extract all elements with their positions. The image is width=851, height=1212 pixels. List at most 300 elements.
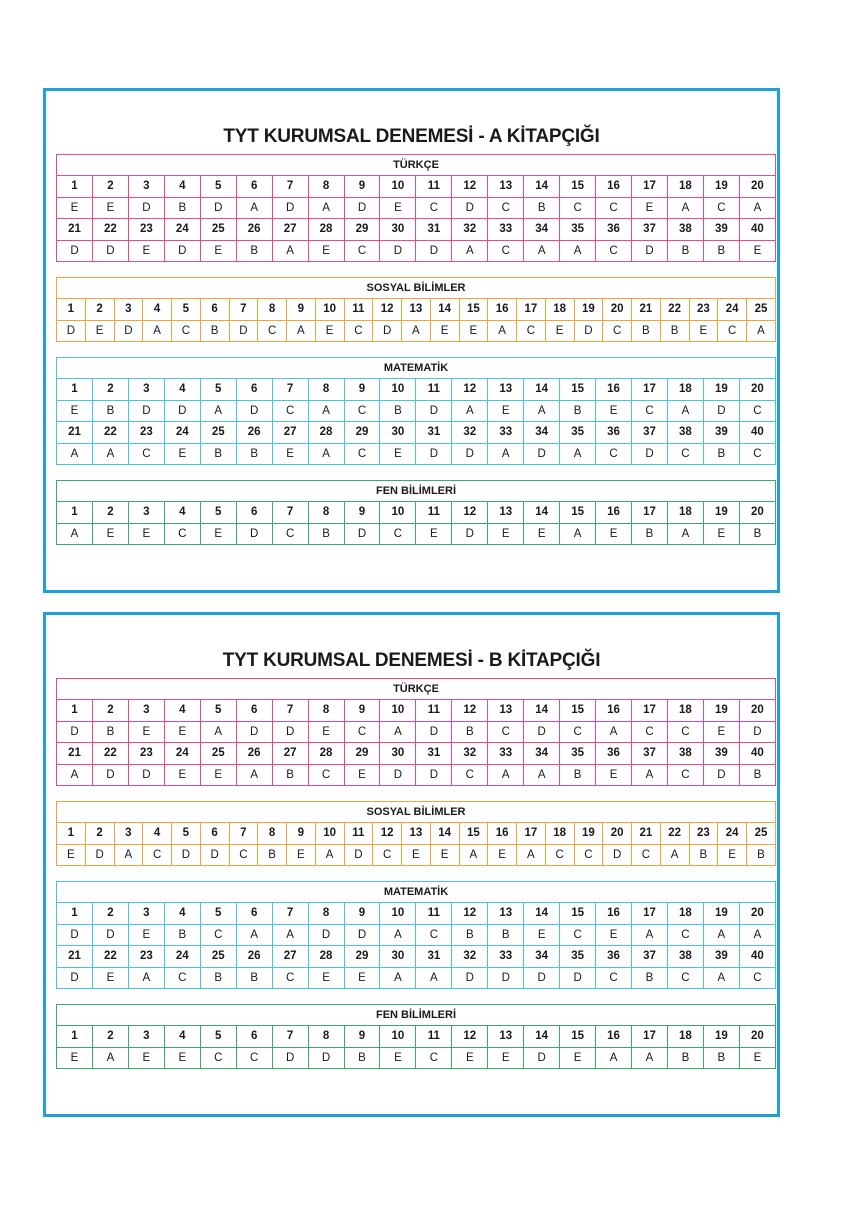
answer-cell: D — [57, 721, 93, 743]
question-number: 9 — [344, 1026, 380, 1048]
answer-cell: D — [200, 844, 229, 866]
answer-cell: E — [632, 197, 668, 219]
question-number: 16 — [596, 379, 632, 401]
answer-cell: D — [92, 924, 128, 946]
question-number: 15 — [560, 903, 596, 925]
answer-cell: A — [452, 400, 488, 422]
answer-cell: E — [85, 320, 114, 342]
question-number: 19 — [703, 502, 739, 524]
question-number: 5 — [200, 379, 236, 401]
section-heading: TÜRKÇE — [57, 155, 776, 176]
question-number: 4 — [143, 299, 172, 321]
answer-cell: C — [517, 320, 546, 342]
answer-cell: C — [603, 320, 632, 342]
question-number: 26 — [236, 219, 272, 241]
section-heading: FEN BİLİMLERİ — [57, 1005, 776, 1026]
question-number: 35 — [560, 743, 596, 765]
answer-cell: E — [380, 1047, 416, 1069]
answer-cell: E — [272, 443, 308, 465]
answer-cell: C — [667, 924, 703, 946]
answer-cell: D — [57, 924, 93, 946]
answer-cell: A — [272, 924, 308, 946]
answer-cell: D — [57, 320, 86, 342]
answer-cell: D — [344, 924, 380, 946]
question-number: 25 — [200, 422, 236, 444]
fen-answer-table — [56, 1004, 776, 1069]
question-number: 1 — [57, 379, 93, 401]
answer-cell: D — [229, 320, 258, 342]
question-number: 17 — [632, 176, 668, 198]
question-number: 31 — [416, 743, 452, 765]
question-number: 35 — [560, 422, 596, 444]
question-number: 7 — [229, 299, 258, 321]
answer-cell: C — [128, 443, 164, 465]
answer-cell: D — [200, 197, 236, 219]
question-number: 9 — [344, 700, 380, 722]
question-number: 19 — [703, 379, 739, 401]
question-number: 31 — [416, 946, 452, 968]
question-number: 14 — [524, 176, 560, 198]
question-number: 1 — [57, 502, 93, 524]
question-number: 17 — [517, 299, 546, 321]
answer-cell: E — [92, 523, 128, 545]
answer-cell: C — [272, 523, 308, 545]
question-number: 18 — [667, 700, 703, 722]
question-number: 10 — [380, 502, 416, 524]
answer-cell: B — [236, 240, 272, 262]
answer-row — [57, 844, 776, 866]
answer-cell: D — [603, 844, 632, 866]
question-number: 12 — [452, 1026, 488, 1048]
answer-cell: E — [128, 1047, 164, 1069]
answer-cell: C — [164, 523, 200, 545]
answer-cell: A — [667, 400, 703, 422]
question-number: 21 — [57, 743, 93, 765]
answer-cell: A — [380, 967, 416, 989]
question-number: 14 — [430, 823, 459, 845]
question-number-row — [57, 743, 776, 765]
question-number: 7 — [229, 823, 258, 845]
answer-cell: B — [703, 443, 739, 465]
question-number: 29 — [344, 422, 380, 444]
answer-cell: C — [560, 197, 596, 219]
answer-cell: E — [459, 320, 488, 342]
answer-cell: B — [667, 240, 703, 262]
question-number: 6 — [236, 379, 272, 401]
question-number: 6 — [236, 502, 272, 524]
answer-cell: E — [344, 967, 380, 989]
question-number: 17 — [632, 903, 668, 925]
answer-cell: D — [739, 721, 775, 743]
question-number: 25 — [747, 299, 776, 321]
answer-cell: D — [632, 240, 668, 262]
answer-cell: D — [272, 197, 308, 219]
answer-cell: A — [524, 764, 560, 786]
question-number: 39 — [703, 422, 739, 444]
answer-cell: E — [703, 523, 739, 545]
question-number: 20 — [739, 502, 775, 524]
question-number: 12 — [452, 176, 488, 198]
question-number: 11 — [344, 823, 373, 845]
answer-cell: C — [488, 240, 524, 262]
answer-cell: D — [344, 523, 380, 545]
answer-cell: B — [236, 443, 272, 465]
answer-cell: A — [380, 924, 416, 946]
answer-cell: C — [703, 197, 739, 219]
answer-cell: B — [92, 721, 128, 743]
question-number: 11 — [416, 1026, 452, 1048]
answer-cell: E — [128, 523, 164, 545]
question-number: 32 — [452, 946, 488, 968]
answer-cell: D — [344, 197, 380, 219]
question-number: 7 — [272, 700, 308, 722]
answer-cell: B — [200, 443, 236, 465]
question-number-row — [57, 502, 776, 524]
question-number: 29 — [344, 743, 380, 765]
answer-cell: A — [287, 320, 316, 342]
answer-cell: B — [272, 764, 308, 786]
answer-cell: C — [739, 400, 775, 422]
answer-row — [57, 197, 776, 219]
question-number: 40 — [739, 946, 775, 968]
answer-cell: D — [452, 523, 488, 545]
question-number: 23 — [128, 422, 164, 444]
answer-cell: E — [287, 844, 316, 866]
question-number: 32 — [452, 422, 488, 444]
question-number: 30 — [380, 422, 416, 444]
question-number: 19 — [574, 823, 603, 845]
question-number: 10 — [380, 1026, 416, 1048]
question-number: 17 — [632, 1026, 668, 1048]
answer-cell: D — [57, 967, 93, 989]
answer-cell: D — [272, 721, 308, 743]
question-number: 20 — [603, 299, 632, 321]
question-number: 6 — [236, 176, 272, 198]
answer-cell: A — [632, 924, 668, 946]
question-number: 7 — [272, 379, 308, 401]
answer-cell: D — [57, 240, 93, 262]
question-number-row — [57, 700, 776, 722]
question-number-row — [57, 379, 776, 401]
answer-cell: E — [488, 844, 517, 866]
question-number: 35 — [560, 946, 596, 968]
question-number: 2 — [92, 176, 128, 198]
question-number: 11 — [416, 502, 452, 524]
question-number: 12 — [452, 700, 488, 722]
answer-cell: B — [560, 400, 596, 422]
answer-cell: D — [416, 764, 452, 786]
question-number: 12 — [452, 903, 488, 925]
question-number: 8 — [308, 379, 344, 401]
answer-cell: E — [524, 924, 560, 946]
question-number: 34 — [524, 743, 560, 765]
question-number: 36 — [596, 422, 632, 444]
answer-cell: D — [164, 400, 200, 422]
answer-cell: D — [524, 967, 560, 989]
answer-cell: C — [560, 924, 596, 946]
answer-cell: E — [92, 967, 128, 989]
answer-cell: A — [660, 844, 689, 866]
answer-row — [57, 240, 776, 262]
answer-cell: D — [703, 400, 739, 422]
answer-cell: E — [596, 400, 632, 422]
question-number: 15 — [459, 823, 488, 845]
answer-cell: B — [164, 197, 200, 219]
question-number: 3 — [128, 903, 164, 925]
answer-cell: D — [524, 443, 560, 465]
answer-cell: E — [416, 523, 452, 545]
answer-row — [57, 924, 776, 946]
answer-cell: C — [667, 721, 703, 743]
question-number: 32 — [452, 219, 488, 241]
question-number: 30 — [380, 219, 416, 241]
answer-cell: C — [344, 400, 380, 422]
answer-cell: D — [373, 320, 402, 342]
answer-cell: D — [164, 240, 200, 262]
question-number: 13 — [488, 1026, 524, 1048]
answer-cell: B — [488, 924, 524, 946]
answer-cell: C — [596, 197, 632, 219]
question-number: 15 — [560, 176, 596, 198]
answer-cell: D — [272, 1047, 308, 1069]
question-number: 28 — [308, 946, 344, 968]
answer-cell: E — [430, 320, 459, 342]
answer-cell: C — [574, 844, 603, 866]
answer-cell: C — [632, 400, 668, 422]
answer-cell: E — [596, 764, 632, 786]
question-number: 1 — [57, 176, 93, 198]
answer-cell: D — [380, 240, 416, 262]
question-number: 7 — [272, 903, 308, 925]
question-number: 17 — [632, 700, 668, 722]
answer-cell: E — [718, 844, 747, 866]
question-number: 27 — [272, 743, 308, 765]
answer-row — [57, 320, 776, 342]
question-number: 22 — [92, 219, 128, 241]
question-number: 38 — [667, 743, 703, 765]
question-number: 11 — [344, 299, 373, 321]
answer-cell: C — [416, 1047, 452, 1069]
answer-cell: E — [315, 320, 344, 342]
answer-cell: B — [308, 523, 344, 545]
answer-cell: C — [229, 844, 258, 866]
question-number: 37 — [632, 422, 668, 444]
question-number: 3 — [128, 176, 164, 198]
question-number: 28 — [308, 219, 344, 241]
question-number: 13 — [488, 379, 524, 401]
question-number: 26 — [236, 422, 272, 444]
question-number: 6 — [236, 903, 272, 925]
answer-row — [57, 721, 776, 743]
question-number: 18 — [667, 379, 703, 401]
answer-cell: A — [308, 443, 344, 465]
question-number: 19 — [574, 299, 603, 321]
question-number: 22 — [92, 946, 128, 968]
question-number-row — [57, 823, 776, 845]
question-number: 20 — [739, 1026, 775, 1048]
question-number: 40 — [739, 422, 775, 444]
question-number: 27 — [272, 946, 308, 968]
answer-cell: D — [114, 320, 143, 342]
answer-cell: B — [703, 1047, 739, 1069]
answer-cell: B — [667, 1047, 703, 1069]
question-number: 38 — [667, 422, 703, 444]
turkce-answer-table — [56, 154, 776, 262]
question-number: 8 — [258, 823, 287, 845]
booklet-b-matematik-section — [56, 881, 776, 989]
booklet-b-turkce-section — [56, 678, 776, 786]
answer-cell: C — [560, 721, 596, 743]
answer-cell: D — [92, 764, 128, 786]
question-number: 22 — [660, 299, 689, 321]
answer-cell: C — [416, 197, 452, 219]
answer-cell: D — [488, 967, 524, 989]
answer-cell: D — [172, 844, 201, 866]
question-number: 16 — [596, 176, 632, 198]
booklet-a-title: TYT KURUMSAL DENEMESİ - A KİTAPÇIĞI — [223, 126, 600, 147]
question-number: 29 — [344, 219, 380, 241]
answer-cell: A — [416, 967, 452, 989]
question-number: 16 — [596, 1026, 632, 1048]
question-number: 26 — [236, 743, 272, 765]
question-number: 10 — [380, 176, 416, 198]
answer-cell: C — [718, 320, 747, 342]
question-number: 26 — [236, 946, 272, 968]
answer-cell: A — [272, 240, 308, 262]
question-number: 7 — [272, 176, 308, 198]
answer-cell: C — [667, 764, 703, 786]
question-number: 4 — [164, 1026, 200, 1048]
answer-cell: A — [596, 1047, 632, 1069]
answer-cell: E — [596, 924, 632, 946]
question-number: 8 — [258, 299, 287, 321]
answer-cell: E — [488, 1047, 524, 1069]
question-number: 16 — [488, 299, 517, 321]
answer-cell: A — [703, 924, 739, 946]
answer-cell: A — [200, 400, 236, 422]
question-number: 33 — [488, 946, 524, 968]
question-number: 4 — [164, 903, 200, 925]
question-number: 5 — [172, 299, 201, 321]
question-number: 9 — [287, 823, 316, 845]
question-number: 38 — [667, 946, 703, 968]
question-number: 14 — [524, 700, 560, 722]
answer-cell: C — [632, 844, 661, 866]
question-number: 11 — [416, 700, 452, 722]
question-number: 27 — [272, 219, 308, 241]
question-number: 2 — [92, 379, 128, 401]
question-number: 25 — [200, 743, 236, 765]
question-number: 1 — [57, 1026, 93, 1048]
question-number: 11 — [416, 176, 452, 198]
question-number: 20 — [739, 700, 775, 722]
answer-cell: C — [236, 1047, 272, 1069]
question-number: 11 — [416, 379, 452, 401]
question-number: 1 — [57, 903, 93, 925]
question-number: 19 — [703, 903, 739, 925]
answer-cell: D — [85, 844, 114, 866]
question-number: 25 — [200, 219, 236, 241]
answer-cell: A — [560, 240, 596, 262]
answer-cell: A — [632, 764, 668, 786]
question-number: 18 — [667, 903, 703, 925]
answer-cell: E — [57, 844, 86, 866]
answer-cell: E — [200, 764, 236, 786]
answer-cell: D — [92, 240, 128, 262]
answer-cell: D — [416, 721, 452, 743]
question-number: 9 — [344, 903, 380, 925]
question-number: 13 — [488, 176, 524, 198]
question-number: 9 — [344, 176, 380, 198]
question-number: 22 — [660, 823, 689, 845]
answer-cell: C — [596, 240, 632, 262]
question-number: 6 — [236, 700, 272, 722]
question-number: 13 — [402, 823, 431, 845]
question-number: 8 — [308, 176, 344, 198]
question-number: 2 — [85, 299, 114, 321]
question-number: 39 — [703, 946, 739, 968]
question-number: 12 — [452, 502, 488, 524]
answer-cell: E — [452, 1047, 488, 1069]
answer-cell: C — [344, 721, 380, 743]
answer-cell: D — [128, 400, 164, 422]
answer-cell: C — [258, 320, 287, 342]
answer-cell: A — [488, 320, 517, 342]
answer-cell: D — [416, 443, 452, 465]
question-number: 21 — [57, 219, 93, 241]
answer-cell: D — [308, 1047, 344, 1069]
question-number: 33 — [488, 219, 524, 241]
answer-cell: E — [308, 967, 344, 989]
answer-cell: B — [258, 844, 287, 866]
booklet-b-title: TYT KURUMSAL DENEMESİ - B KİTAPÇIĞI — [222, 650, 601, 671]
question-number: 20 — [739, 379, 775, 401]
answer-cell: B — [524, 197, 560, 219]
answer-cell: A — [92, 443, 128, 465]
answer-cell: A — [667, 523, 703, 545]
question-number: 2 — [85, 823, 114, 845]
question-number: 6 — [236, 1026, 272, 1048]
question-number: 23 — [689, 823, 718, 845]
sosyal-answer-table — [56, 801, 776, 866]
answer-row — [57, 400, 776, 422]
answer-cell: B — [344, 1047, 380, 1069]
question-number: 11 — [416, 903, 452, 925]
answer-cell: A — [315, 844, 344, 866]
question-number: 13 — [488, 502, 524, 524]
question-number: 13 — [488, 903, 524, 925]
answer-cell: E — [344, 764, 380, 786]
answer-cell: A — [703, 967, 739, 989]
question-number: 24 — [164, 219, 200, 241]
question-number: 6 — [200, 299, 229, 321]
question-number: 2 — [92, 1026, 128, 1048]
answer-cell: E — [57, 400, 93, 422]
question-number: 4 — [143, 823, 172, 845]
answer-cell: A — [524, 240, 560, 262]
answer-cell: A — [739, 197, 775, 219]
question-number: 16 — [596, 700, 632, 722]
answer-cell: E — [164, 443, 200, 465]
answer-cell: D — [452, 443, 488, 465]
answer-cell: A — [596, 721, 632, 743]
question-number: 21 — [632, 299, 661, 321]
answer-cell: D — [574, 320, 603, 342]
answer-cell: A — [488, 443, 524, 465]
answer-cell: B — [660, 320, 689, 342]
question-number: 18 — [667, 1026, 703, 1048]
question-number: 2 — [92, 700, 128, 722]
